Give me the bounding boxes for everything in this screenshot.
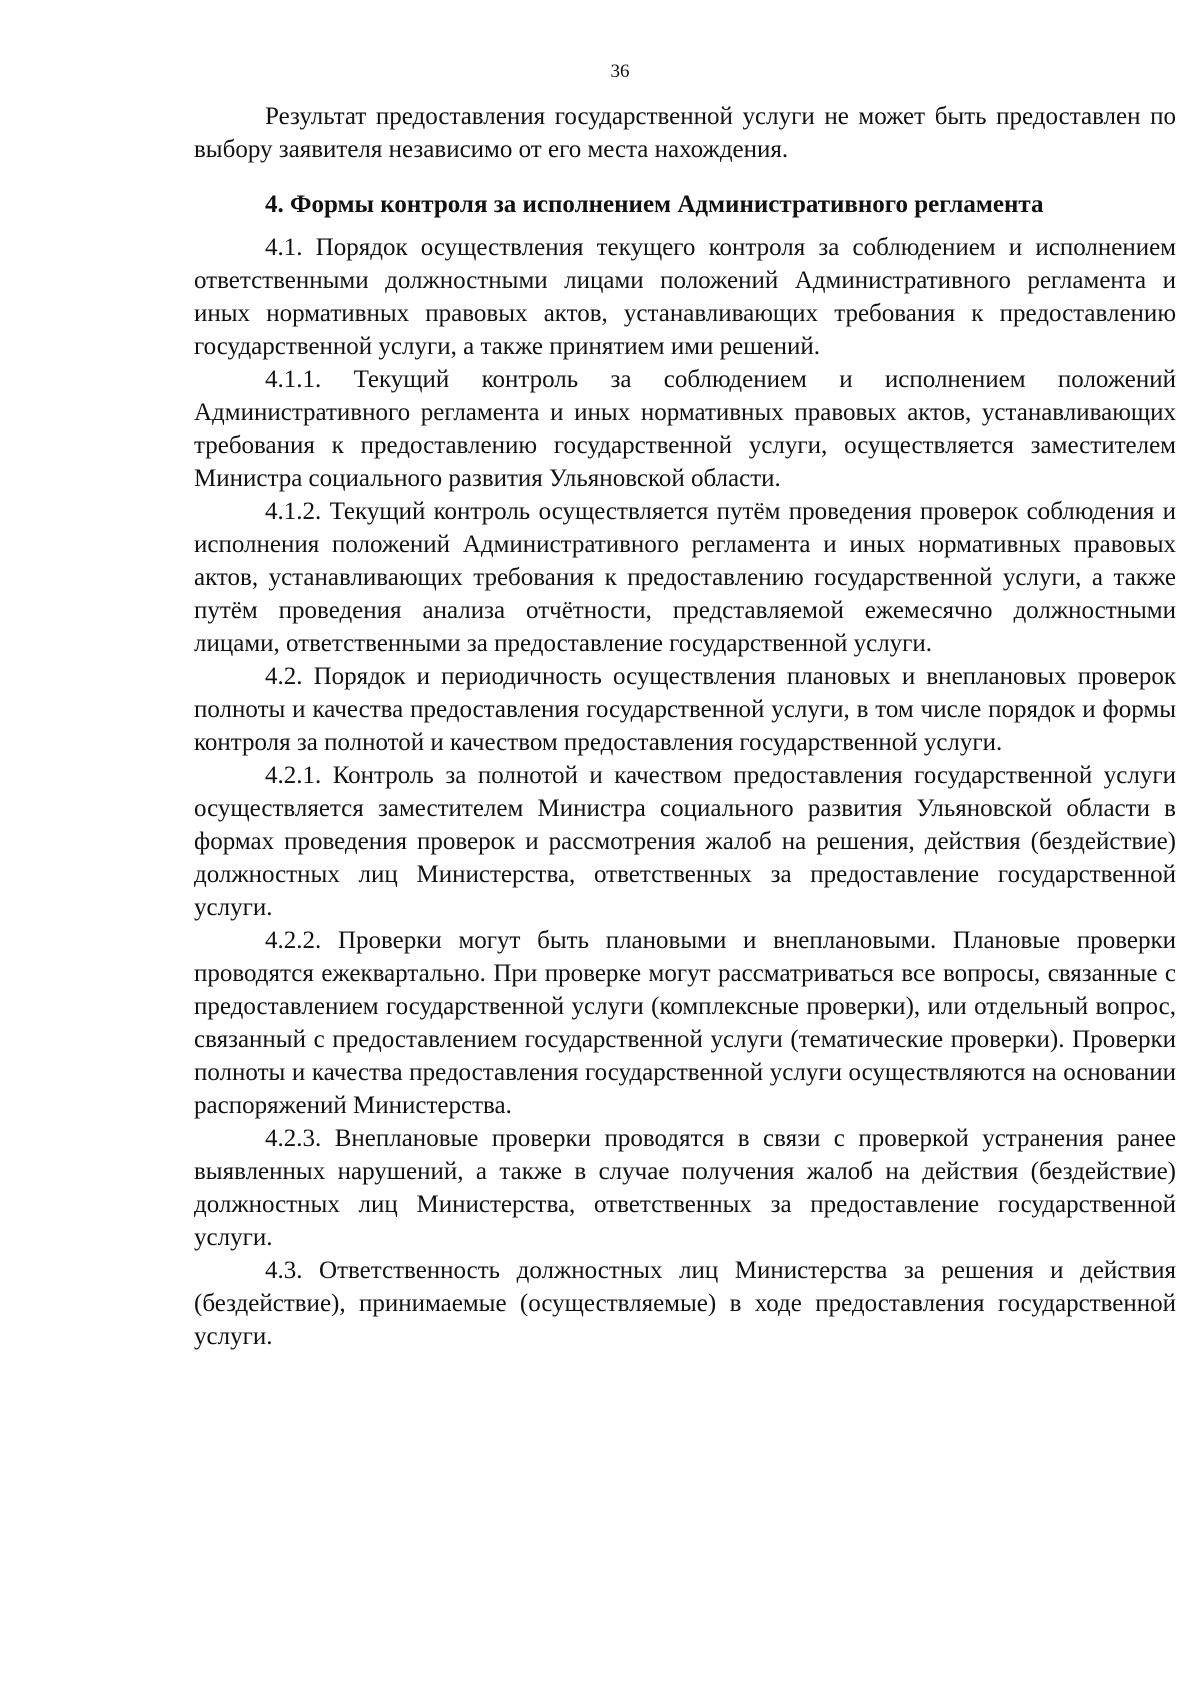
paragraph-4-2-3: 4.2.3. Внеплановые проверки проводятся в связи с проверкой устранения ранее выявленных нарушений, а также в случае получения жалоб на действия (бездействие) должностных лиц Министерства, ответственных за предоставление государственной услуги. (194, 1125, 1176, 1251)
paragraph-4-2: 4.2. Порядок и периодичность осуществления плановых и внеплановых проверок полноты и качества предоставления государственной услуги, в том числе порядок и формы контроля за полнотой и качеством предоставления государственной услуги. (194, 663, 1176, 756)
paragraph-4-1-1: 4.1.1. Текущий контроль за соблюдением и исполнением положений Административного регламента и иных нормативных правовых актов, устанавливающих требования к предоставлению государственной услуги, осуществляется заместителем Министра социального развития Ульяновской области. (194, 366, 1176, 492)
section-heading: 4. Формы контроля за исполнением Административного регламента (265, 191, 1044, 218)
page-number: 36 (610, 61, 630, 82)
intro-paragraph: Результат предоставления государственной услуги не может быть предоставлен по выбору заявителя независимо от его места нахождения. (194, 103, 1176, 163)
paragraph-4-3: 4.3. Ответственность должностных лиц Министерства за решения и действия (бездействие), принимаемые (осуществляемые) в ходе предоставления государственной услуги. (194, 1257, 1176, 1350)
paragraph-4-1: 4.1. Порядок осуществления текущего контроля за соблюдением и исполнением ответственными должностными лицами положений Административного регламента и иных нормативных правовых актов, устанавливающих требования к предоставлению государственной услуги, а также принятием ими решений. (194, 234, 1176, 360)
paragraph-4-1-2: 4.1.2. Текущий контроль осуществляется путём проведения проверок соблюдения и исполнения положений Административного регламента и иных нормативных правовых актов, устанавливающих требования к предоставлению государственной услуги, а также путём проведения анализа отчётности, представляемой ежемесячно должностными лицами, ответственными за предоставление государственной услуги. (194, 498, 1176, 657)
paragraph-4-2-1: 4.2.1. Контроль за полнотой и качеством предоставления государственной услуги осуществляется заместителем Министра социального развития Ульяновской области в формах проведения проверок и рассмотрения жалоб на решения, действия (бездействие) должностных лиц Министерства, ответственных за предоставление государственной услуги. (194, 762, 1176, 921)
document-body (194, 100, 1176, 1353)
paragraph-4-2-2: 4.2.2. Проверки могут быть плановыми и внеплановыми. Плановые проверки проводятся ежеквартально. При проверке могут рассматриваться все вопросы, связанные с предоставлением государственной услуги (комплексные проверки), или отдельный вопрос, связанный с предоставлением государственной услуги (тематические проверки). Проверки полноты и качества предоставления государственной услуги осуществляются на основании распоряжений Министерства. (194, 927, 1176, 1119)
